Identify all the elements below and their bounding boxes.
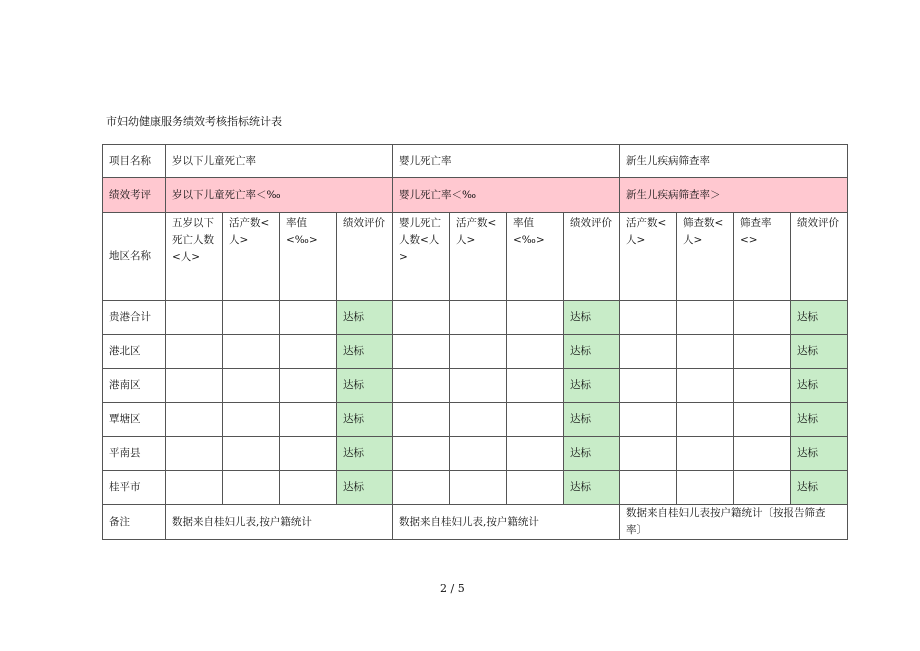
col-g1-live-births: 活产数<人> (223, 213, 280, 301)
data-cell (734, 403, 791, 437)
data-cell (677, 437, 734, 471)
table-row (103, 369, 848, 403)
data-cell (166, 335, 223, 369)
data-cell (507, 335, 564, 369)
table-row (103, 437, 848, 471)
data-cell (450, 403, 507, 437)
data-cell (507, 301, 564, 335)
data-cell (677, 369, 734, 403)
data-cell (223, 369, 280, 403)
header-row (103, 145, 848, 178)
data-cell (393, 471, 450, 505)
assessment-row (103, 178, 848, 213)
region-name: 平南县 (103, 437, 166, 471)
data-cell (620, 403, 677, 437)
region-name-label: 地区名称 (103, 213, 166, 301)
data-cell (223, 437, 280, 471)
region-name: 覃塘区 (103, 403, 166, 437)
data-cell (507, 403, 564, 437)
data-cell (393, 403, 450, 437)
data-cell (734, 301, 791, 335)
col-g2-live-births: 活产数<人> (450, 213, 507, 301)
data-cell (280, 471, 337, 505)
data-cell (280, 437, 337, 471)
page-title: 市妇幼健康服务绩效考核指标统计表 (106, 115, 282, 128)
indicator-newborn-screening: 新生儿疾病筛查率 (620, 145, 848, 178)
col-g3-evaluation: 绩效评价 (791, 213, 848, 301)
evaluation-pass: 达标 (791, 335, 848, 369)
data-cell (280, 369, 337, 403)
data-cell (450, 335, 507, 369)
evaluation-pass: 达标 (564, 369, 620, 403)
evaluation-pass: 达标 (791, 403, 848, 437)
evaluation-pass: 达标 (337, 301, 393, 335)
page-number: 2 / 5 (440, 582, 465, 595)
evaluation-pass: 达标 (791, 471, 848, 505)
data-cell (734, 335, 791, 369)
evaluation-pass: 达标 (564, 335, 620, 369)
table-row (103, 403, 848, 437)
data-cell (223, 471, 280, 505)
data-cell (620, 301, 677, 335)
note-newborn-screening: 数据来自桂妇儿表按户籍统计〔按报告筛查率〕 (620, 505, 848, 540)
data-cell (280, 403, 337, 437)
evaluation-pass: 达标 (337, 335, 393, 369)
data-cell (166, 471, 223, 505)
data-cell (734, 369, 791, 403)
evaluation-pass: 达标 (337, 369, 393, 403)
data-cell (166, 369, 223, 403)
data-cell (223, 403, 280, 437)
region-name: 港南区 (103, 369, 166, 403)
data-cell (280, 301, 337, 335)
data-cell (507, 369, 564, 403)
data-cell (620, 369, 677, 403)
data-cell (677, 403, 734, 437)
table-row (103, 301, 848, 335)
data-cell (677, 471, 734, 505)
table-row (103, 335, 848, 369)
data-cell (393, 437, 450, 471)
data-cell (393, 301, 450, 335)
col-under5-deaths: 五岁以下死亡人数<人> (166, 213, 223, 301)
evaluation-pass: 达标 (791, 301, 848, 335)
data-cell (620, 437, 677, 471)
region-name: 贵港合计 (103, 301, 166, 335)
table-row (103, 471, 848, 505)
data-cell (677, 335, 734, 369)
data-cell (507, 471, 564, 505)
col-g3-live-births: 活产数<人> (620, 213, 677, 301)
col-infant-deaths: 婴儿死亡人数<人> (393, 213, 450, 301)
col-g2-evaluation: 绩效评价 (564, 213, 620, 301)
data-cell (677, 301, 734, 335)
evaluation-pass: 达标 (337, 471, 393, 505)
col-g1-evaluation: 绩效评价 (337, 213, 393, 301)
col-screened-count: 筛查数<人> (677, 213, 734, 301)
data-cell (450, 471, 507, 505)
notes-label: 备注 (103, 505, 166, 540)
data-cell (166, 437, 223, 471)
evaluation-pass: 达标 (791, 437, 848, 471)
evaluation-pass: 达标 (337, 437, 393, 471)
col-screening-rate: 筛查率<> (734, 213, 791, 301)
data-cell (734, 437, 791, 471)
data-cell (450, 369, 507, 403)
data-cell (166, 403, 223, 437)
data-cell (393, 335, 450, 369)
item-name-label: 项目名称 (103, 145, 166, 178)
target-newborn-screening: 新生儿疾病筛查率＞ (620, 178, 848, 213)
region-name: 桂平市 (103, 471, 166, 505)
data-cell (223, 301, 280, 335)
region-name: 港北区 (103, 335, 166, 369)
data-cell (620, 335, 677, 369)
evaluation-pass: 达标 (564, 437, 620, 471)
data-cell (450, 301, 507, 335)
note-under5-mortality: 数据来自桂妇儿表,按户籍统计 (166, 505, 393, 540)
target-under5-mortality: 岁以下儿童死亡率＜‰ (166, 178, 393, 213)
data-cell (734, 471, 791, 505)
notes-row (103, 505, 848, 540)
evaluation-pass: 达标 (564, 301, 620, 335)
evaluation-pass: 达标 (564, 403, 620, 437)
performance-table (102, 144, 848, 540)
data-cell (620, 471, 677, 505)
evaluation-pass: 达标 (791, 369, 848, 403)
data-cell (280, 335, 337, 369)
col-g2-rate: 率值<‰> (507, 213, 564, 301)
data-cell (393, 369, 450, 403)
indicator-under5-mortality: 岁以下儿童死亡率 (166, 145, 393, 178)
data-cell (507, 437, 564, 471)
data-cell (450, 437, 507, 471)
data-cell (166, 301, 223, 335)
col-g1-rate: 率值<‰> (280, 213, 337, 301)
target-infant-mortality: 婴儿死亡率＜‰ (393, 178, 620, 213)
assessment-label: 绩效考评 (103, 178, 166, 213)
note-infant-mortality: 数据来自桂妇儿表,按户籍统计 (393, 505, 620, 540)
evaluation-pass: 达标 (337, 403, 393, 437)
subheader-row (103, 213, 848, 301)
evaluation-pass: 达标 (564, 471, 620, 505)
data-cell (223, 335, 280, 369)
indicator-infant-mortality: 婴儿死亡率 (393, 145, 620, 178)
